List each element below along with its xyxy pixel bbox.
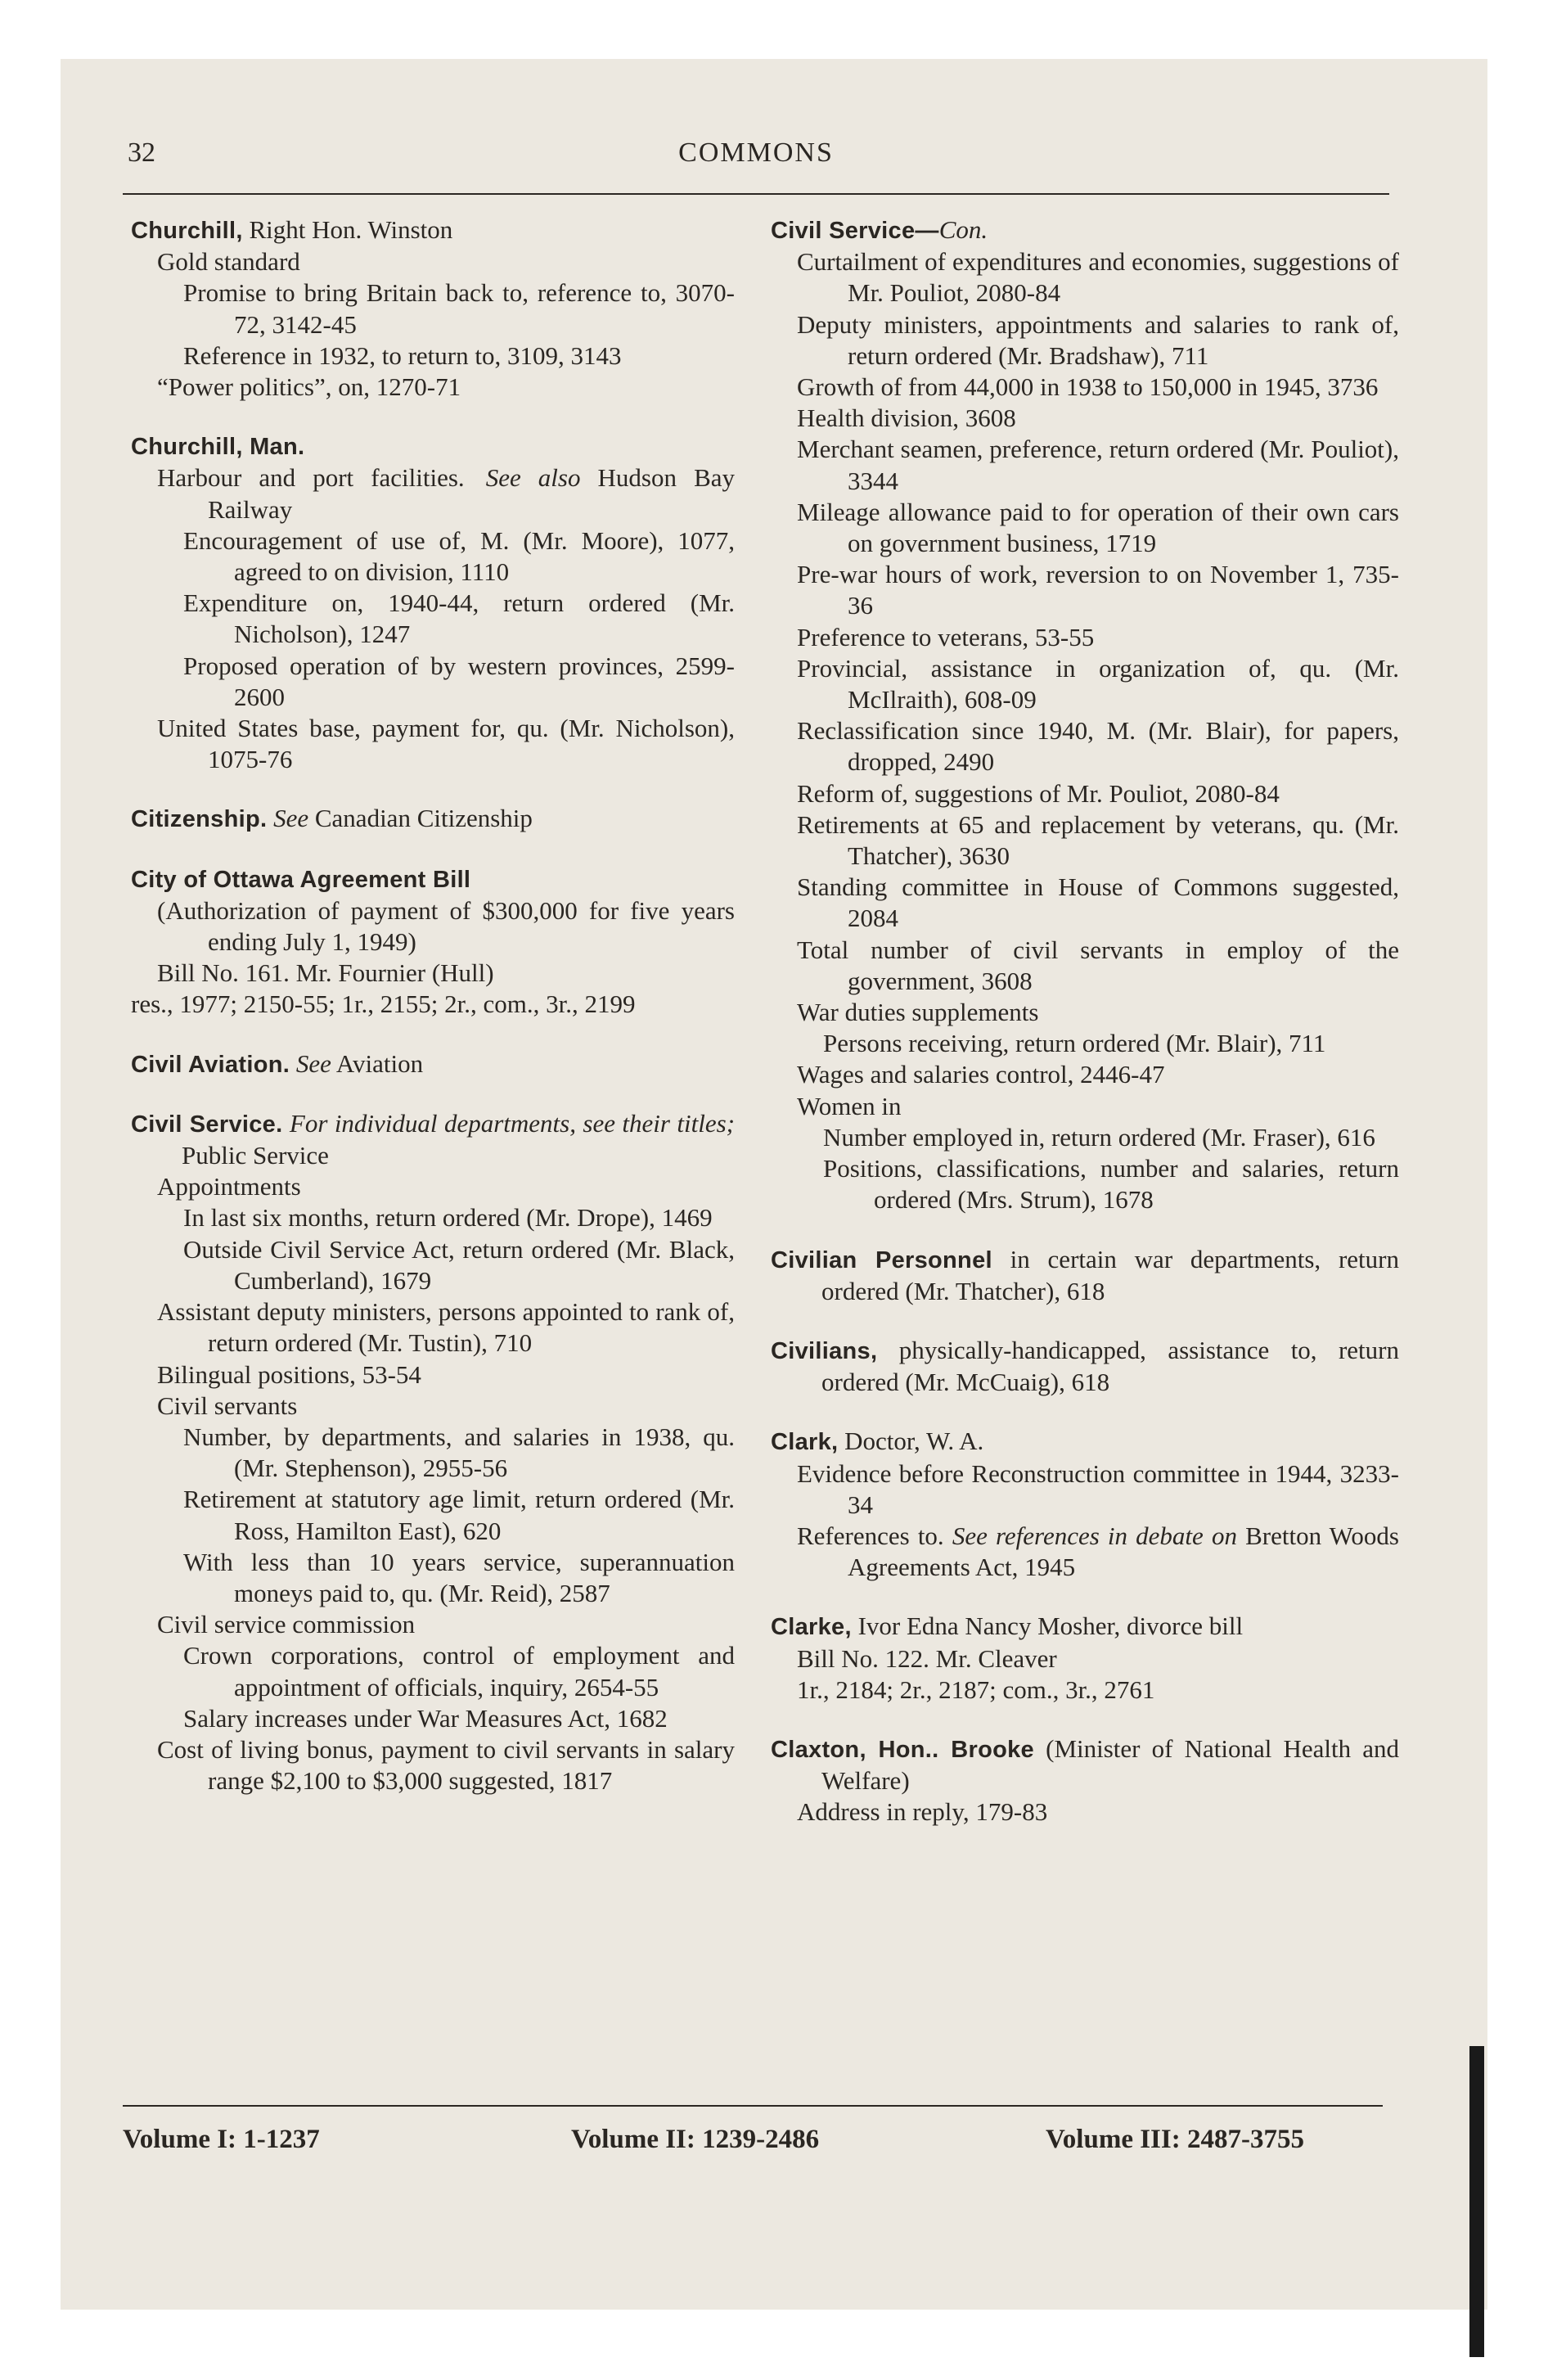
subentry: Gold standard xyxy=(157,247,300,277)
subentry: Reform of, suggestions of Mr. Pouliot, 2080-84 xyxy=(797,778,1280,808)
subentry: Address in reply, 179-83 xyxy=(797,1797,1048,1827)
see-reference: See xyxy=(295,1048,331,1078)
subentry: Wages and salaries control, 2446-47 xyxy=(797,1060,1165,1089)
page-number: 32 xyxy=(128,137,155,168)
subentry: Bill No. 161. Mr. Fournier (Hull) xyxy=(157,958,494,988)
subentry: 1r., 2184; 2r., 2187; com., 3r., 2761 xyxy=(797,1675,1155,1704)
subentry: Standing committee in House of Commons suggested, 2084 xyxy=(797,872,1399,933)
subentry: Growth of from 44,000 in 1938 to 150,000 in 1945, 3736 xyxy=(797,372,1379,402)
page-title: COMMONS xyxy=(678,137,834,168)
subentry: Promise to bring Britain back to, reference to, 3070-72, 3142-45 xyxy=(183,278,735,339)
subentry: Mileage allowance paid to for operation of their own cars on government business, 1719 xyxy=(797,497,1399,558)
subentry: In last six months, return ordered (Mr. Drope), 1469 xyxy=(183,1203,713,1233)
subentry: Assistant deputy ministers, persons appointed to rank of, return ordered (Mr. Tustin), 710 xyxy=(157,1297,735,1358)
subentry: Retirements at 65 and replacement by veterans, qu. (Mr. Thatcher), 3630 xyxy=(797,809,1399,871)
right-column xyxy=(771,214,1399,1856)
entry-headword: Clark, xyxy=(771,1429,839,1456)
entry-headword: Claxton, Hon.. Brooke xyxy=(771,1736,1034,1763)
subentry: Positions, classifications, number and salaries, return ordered (Mrs. Strum), 1678 xyxy=(823,1154,1399,1215)
subentry: Bill No. 122. Mr. Cleaver xyxy=(797,1643,1057,1673)
index-entry-civil-aviation: Civil Aviation. See Aviation xyxy=(131,1048,424,1078)
subentry: Reclassification since 1940, M. (Mr. Blair), for papers, dropped, 2490 xyxy=(797,716,1399,777)
cross-reference-note: For individual departments, see their titles; xyxy=(289,1108,736,1138)
index-entry-churchill-man xyxy=(131,430,735,775)
entry-headword: Civil Service— xyxy=(771,218,939,244)
volume-footer xyxy=(123,2125,1389,2166)
subentry: United States base, payment for, qu. (Mr. Nicholson), 1075-76 xyxy=(157,714,735,774)
scan-edge-mark xyxy=(1469,2046,1484,2357)
subentry: Evidence before Reconstruction committee in 1944, 3233-34 xyxy=(797,1458,1399,1519)
entry-headword: Civil Service. xyxy=(131,1111,283,1138)
index-entry-civilian-personnel: Civilian Personnel in certain war departments, return ordered (Mr. Thatcher), 618 xyxy=(771,1244,1399,1305)
subentry: Outside Civil Service Act, return ordered (Mr. Black, Cumberland), 1679 xyxy=(183,1234,735,1295)
entry-headword: Clarke, xyxy=(771,1614,852,1641)
index-entry-civil-service-continued xyxy=(771,214,1399,1216)
index-entry-civil-service: Civil Service. For individual departments, see their titles; Public Service Appointments In last six months, return ordered (Mr. Drope), 1469 Outside Civil Service Act, return ordered (Mr. Black, Cumberland), 1679 Assistant deputy ministers, persons appointed to rank of, return ordered (Mr. Tustin), 710 Bilingual positions, 53-54 Civil servants Number, by departments, and salaries in 1938, qu. (Mr. Stephenson), 2955-56 Retirement at statutory age limit, return ordered (Mr. Ross, Hamilton East), 620 With less than 10 years service, superannuation moneys paid to, qu. (Mr. Reid), 2587 Civil service commission Crown corporations, control of employment and appointment of officials, inquiry, 2654-55 Salary increases under War Measures Act, 1682 Cost of living bonus, payment to civil servants in salary range $2,100 to $3,000 suggested, 1817 xyxy=(131,1108,735,1796)
index-entry-churchill-winston xyxy=(131,214,735,403)
subentry: “Power politics”, on, 1270-71 xyxy=(157,372,461,402)
subentry: Retirement at statutory age limit, return ordered (Mr. Ross, Hamilton East), 620 xyxy=(183,1485,735,1545)
subentry: Curtailment of expenditures and economies, suggestions of Mr. Pouliot, 2080-84 xyxy=(797,247,1399,308)
subentry: Preference to veterans, 53-55 xyxy=(797,622,1095,651)
index-entry-city-of-ottawa xyxy=(131,863,735,1021)
see-also-reference: See also xyxy=(485,463,581,493)
subentry: Civil service commission xyxy=(157,1610,416,1639)
volume-1-range: Volume I: 1-1237 xyxy=(123,2125,320,2154)
subentry: War duties supplements xyxy=(797,998,1039,1027)
subentry: Civil servants xyxy=(157,1391,298,1420)
subentry: Reference in 1932, to return to, 3109, 3143 xyxy=(183,340,622,370)
subentry: (Authorization of payment of $300,000 for five years ending July 1, 1949) xyxy=(157,895,735,957)
subentry: Appointments xyxy=(157,1172,301,1201)
footer-rule xyxy=(123,2105,1383,2107)
subentry: Harbour and port facilities. See also Hudson Bay Railway xyxy=(157,463,736,524)
volume-3-range: Volume III: 2487-3755 xyxy=(1046,2125,1304,2154)
entry-headword: Churchill, Man. xyxy=(131,434,305,461)
index-entry-claxton: Claxton, Hon.. Brooke (Minister of National Health and Welfare) Address in reply, 179-83 xyxy=(771,1733,1399,1828)
subentry: Number employed in, return ordered (Mr. Fraser), 616 xyxy=(823,1122,1375,1152)
index-entry-clark: Clark, Doctor, W. A. Evidence before Reconstruction committee in 1944, 3233-34 References to. See references in debate on Bretton Woods Agreements Act, 1945 xyxy=(771,1426,1399,1583)
subentry: Persons receiving, return ordered (Mr. Blair), 711 xyxy=(823,1029,1326,1058)
subentry: Deputy ministers, appointments and salaries to rank of, return ordered (Mr. Bradshaw), 711 xyxy=(797,309,1399,370)
subentry: Provincial, assistance in organization of, qu. (Mr. McIlraith), 608-09 xyxy=(797,653,1399,714)
subentry: Total number of civil servants in employ of the government, 3608 xyxy=(797,935,1399,995)
subentry: res., 1977; 2150-55; 1r., 2155; 2r., com., 3r., 2199 xyxy=(131,989,636,1019)
subentry: Salary increases under War Measures Act, 1682 xyxy=(183,1703,668,1733)
subentry: Bilingual positions, 53-54 xyxy=(157,1359,421,1389)
index-entry-clarke: Clarke, Ivor Edna Nancy Mosher, divorce bill Bill No. 122. Mr. Cleaver 1r., 2184; 2r., 2187; com., 3r., 2761 xyxy=(771,1611,1399,1706)
header-rule xyxy=(123,193,1389,195)
subentry: Cost of living bonus, payment to civil servants in salary range $2,100 to $3,000 suggested, 1817 xyxy=(157,1734,735,1796)
volume-2-range: Volume II: 1239-2486 xyxy=(571,2125,820,2154)
continued-marker: Con. xyxy=(938,215,988,244)
subentry: Pre-war hours of work, reversion to on November 1, 735-36 xyxy=(797,560,1399,620)
entry-headword: Civil Aviation. xyxy=(131,1051,290,1078)
subentry: Health division, 3608 xyxy=(797,403,1016,433)
see-reference: See references in debate on xyxy=(952,1521,1237,1550)
subentry: Merchant seamen, preference, return ordered (Mr. Pouliot), 3344 xyxy=(797,435,1399,495)
subentry: With less than 10 years service, superannuation moneys paid to, qu. (Mr. Reid), 2587 xyxy=(183,1547,735,1607)
subentry: Number, by departments, and salaries in 1938, qu. (Mr. Stephenson), 2955-56 xyxy=(183,1422,735,1483)
subentry: Proposed operation of by western provinces, 2599-2600 xyxy=(183,651,735,711)
subentry: Expenditure on, 1940-44, return ordered (Mr. Nicholson), 1247 xyxy=(183,588,735,649)
left-column xyxy=(131,214,735,1824)
entry-headword: Civilians, xyxy=(771,1337,878,1364)
subentry: References to. See references in debate on Bretton Woods Agreements Act, 1945 xyxy=(797,1521,1399,1582)
see-reference: See xyxy=(273,804,309,833)
entry-headword: City of Ottawa Agreement Bill xyxy=(131,866,471,893)
index-entry-civilians: Civilians, physically-handicapped, assistance to, return ordered (Mr. McCuaig), 618 xyxy=(771,1335,1399,1397)
subentry: Encouragement of use of, M. (Mr. Moore), 1077, agreed to on division, 1110 xyxy=(183,525,735,587)
entry-heading-rest: Right Hon. Winston xyxy=(242,215,453,244)
index-entry-citizenship: Citizenship. See Canadian Citizenship xyxy=(131,804,533,833)
subentry: Women in xyxy=(797,1091,902,1120)
entry-headword: Civilian Personnel xyxy=(771,1246,992,1273)
subentry: Crown corporations, control of employment and appointment of officials, inquiry, 2654-55 xyxy=(183,1641,735,1702)
entry-headword: Churchill, xyxy=(131,218,243,244)
running-head xyxy=(123,137,1389,178)
entry-headword: Citizenship. xyxy=(131,806,268,833)
